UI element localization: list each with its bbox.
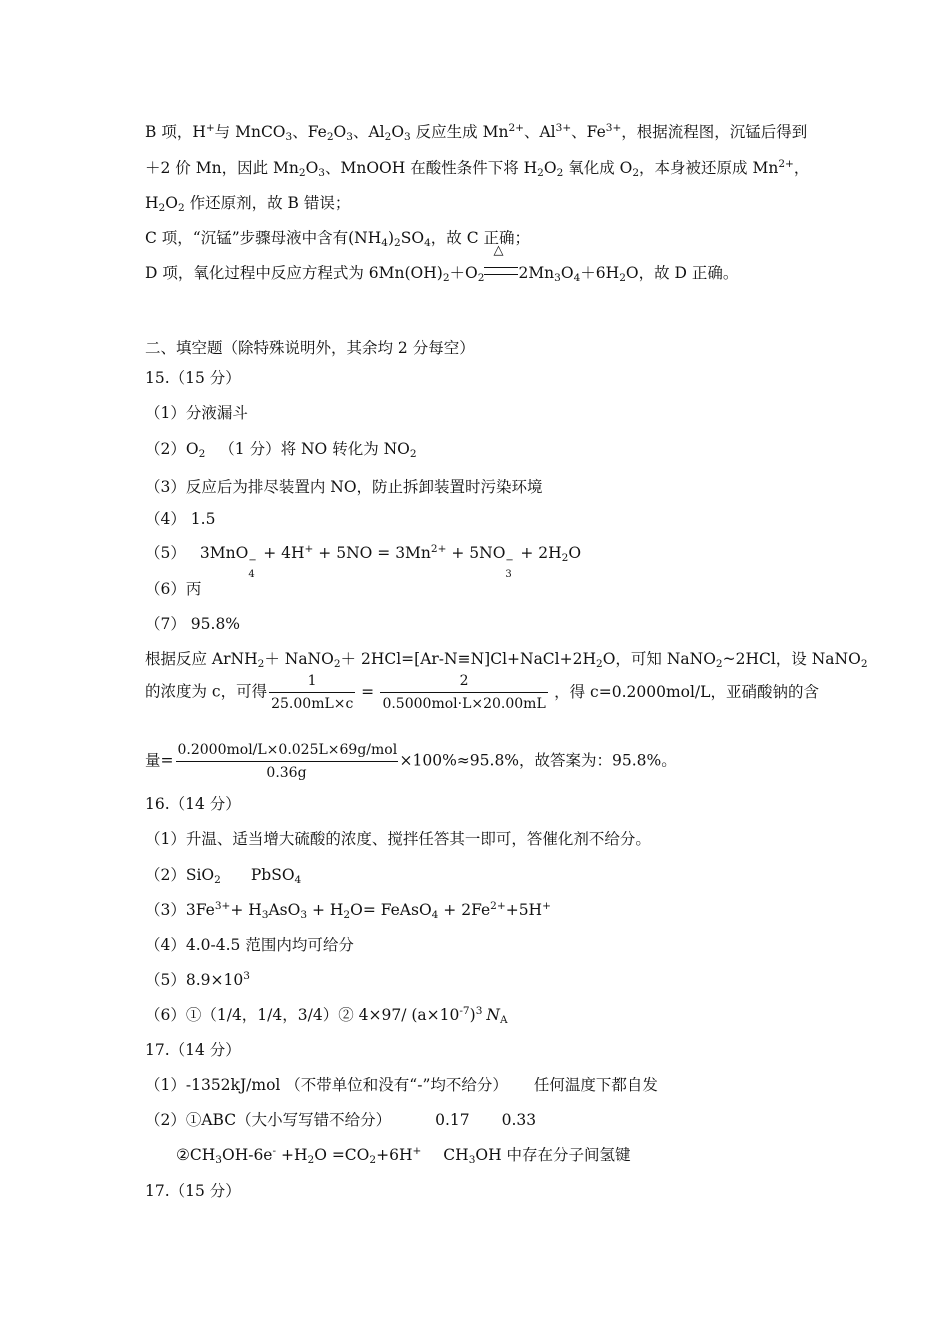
heat-triangle-icon: △ xyxy=(493,243,504,258)
q15-explanation-line1: 根据反应 ArNH$_2$＋ NaNO$_2$＋ $2HCl=[Ar-N\equiv N]Cl+NaCl+2H_2O$，可知 NaNO$_2$~2HCl，设 NaNO$_2$ xyxy=(145,650,868,671)
question-17-title: 17.（14 分） xyxy=(145,1041,241,1059)
q16-answer-1: （1）升温、适当增大硫酸的浓度、搅拌任答其一即可，答催化剂不给分。 xyxy=(145,830,651,848)
fraction-2: $\frac{2}{\text{0.5000mol·L×20.00mL}}$ xyxy=(380,672,548,713)
q16-answer-5: $(5)8.9\times 10^3$ xyxy=(145,970,250,989)
q15-explanation-line2: 的浓度为 c，可得 $\frac{1}{25.00mL\times c}$ = $\frac{2}{\text{0.5000mol·L×20.00mL}}$ ，得 c=0.2000mol/L，亚硝酸钠的含 xyxy=(145,673,819,712)
explanation-b-line3: $H_2O_2$ 作还原剂，故 B 错误； xyxy=(145,194,351,215)
question-15-title: 15.（15 分） xyxy=(145,369,241,387)
q17-answer-2b: $②CH_3OH-6e^- +H_2O =CO_2+6H^+$ $CH_3OH$ 中存在分子间氢键 xyxy=(176,1145,631,1167)
q16-answer-3: $(3)3Fe^{3+}+ H_3AsO_3 + H_2O=$ FeAsO$_4$ + $2Fe^{2+}+5H^+$ xyxy=(145,900,551,922)
q17-answer-2: （2）①ABC（大小写写错不给分） 0.17 0.33 xyxy=(145,1111,537,1129)
question-16-title: 16.（14 分） xyxy=(145,795,241,813)
q15-answer-6: （6）丙 xyxy=(145,580,202,598)
q15-answer-1: （1）分液漏斗 xyxy=(145,404,248,422)
question-17b-title: 17.（15 分） xyxy=(145,1182,241,1200)
q16-answer-2: （2）SiO$_2$ PbSO$_4$ xyxy=(145,866,302,887)
q15-answer-3: （3）反应后为排尽装置内 NO，防止拆卸装置时污染环境 xyxy=(145,478,543,496)
q17-answer-1: （1）-1352kJ/mol （不带单位和没有“-”均不给分） 任何温度下都自发 xyxy=(145,1076,658,1094)
fraction-1: $\frac{1}{25.00mL\times c}$ xyxy=(271,673,354,712)
q15-answer-4: （4） 1.5 xyxy=(145,510,216,528)
q15-answer-5: （5） 3MnO − 4 + $4H^+ + 5NO = 3Mn^{2+} + 5NO$ − 3 + $2H_2O$ xyxy=(145,543,582,580)
q16-answer-6: （6）①（1/4，1/4，3/4）② 4×97/ $(a\times 10^{-7})^3$ $N_A$ xyxy=(145,1005,508,1027)
q15-explanation-line3: 量= $\frac{\text{0.2000mol/L×0.025L×69g/mol}}{0.36g}$ ×100%≈95.8%，故答案为：95.8%。 xyxy=(145,742,677,781)
section-heading: 二、填空题（除特殊说明外，其余均 2 分每空） xyxy=(145,339,475,357)
q15-answer-7: （7） 95.8% xyxy=(145,615,241,633)
ionic-equation: 3MnO − 4 + $4H^+ + 5NO = 3Mn^{2+} + 5NO$ − 3 + $2H_2O$ xyxy=(199,543,582,580)
fraction-3: $\frac{\text{0.2000mol/L×0.025L×69g/mol}}{0.36g}$ xyxy=(177,742,398,781)
explanation-b-line2: ＋2 价 Mn，因此 $Mn_2O_3$、MnOOH 在酸性条件下将 $H_2O_2$ 氧化成 $O_2$，本身被还原成 $Mn^{2+}$， xyxy=(145,158,810,180)
explanation-c: C 项，“沉锰”步骤母液中含有$(NH_4)_2SO_4$，故 C 正确； xyxy=(145,229,530,250)
q15-answer-2: $(2)O_2$ （1 分）将 NO 转化为 $NO_2$ xyxy=(145,440,417,461)
explanation-b-line1: B 项，H+与 MnCO$_3$、$Fe_2O_3$、$Al_2O_3$ 反应生成 $Mn^{2+}$、$Al^{3+}$、$Fe^{3+}$，根据流程图，沉锰后得到 xyxy=(145,122,808,144)
q16-answer-4: （4）4.0-4.5 范围内均可给分 xyxy=(145,936,354,954)
explanation-d: D 项，氧化过程中反应方程式为 $6Mn(OH)_2+O_2$ △ $2Mn_3O_4+6H_2O$，故 D 正确。 xyxy=(145,243,739,285)
heating-equals-sign xyxy=(484,243,518,284)
